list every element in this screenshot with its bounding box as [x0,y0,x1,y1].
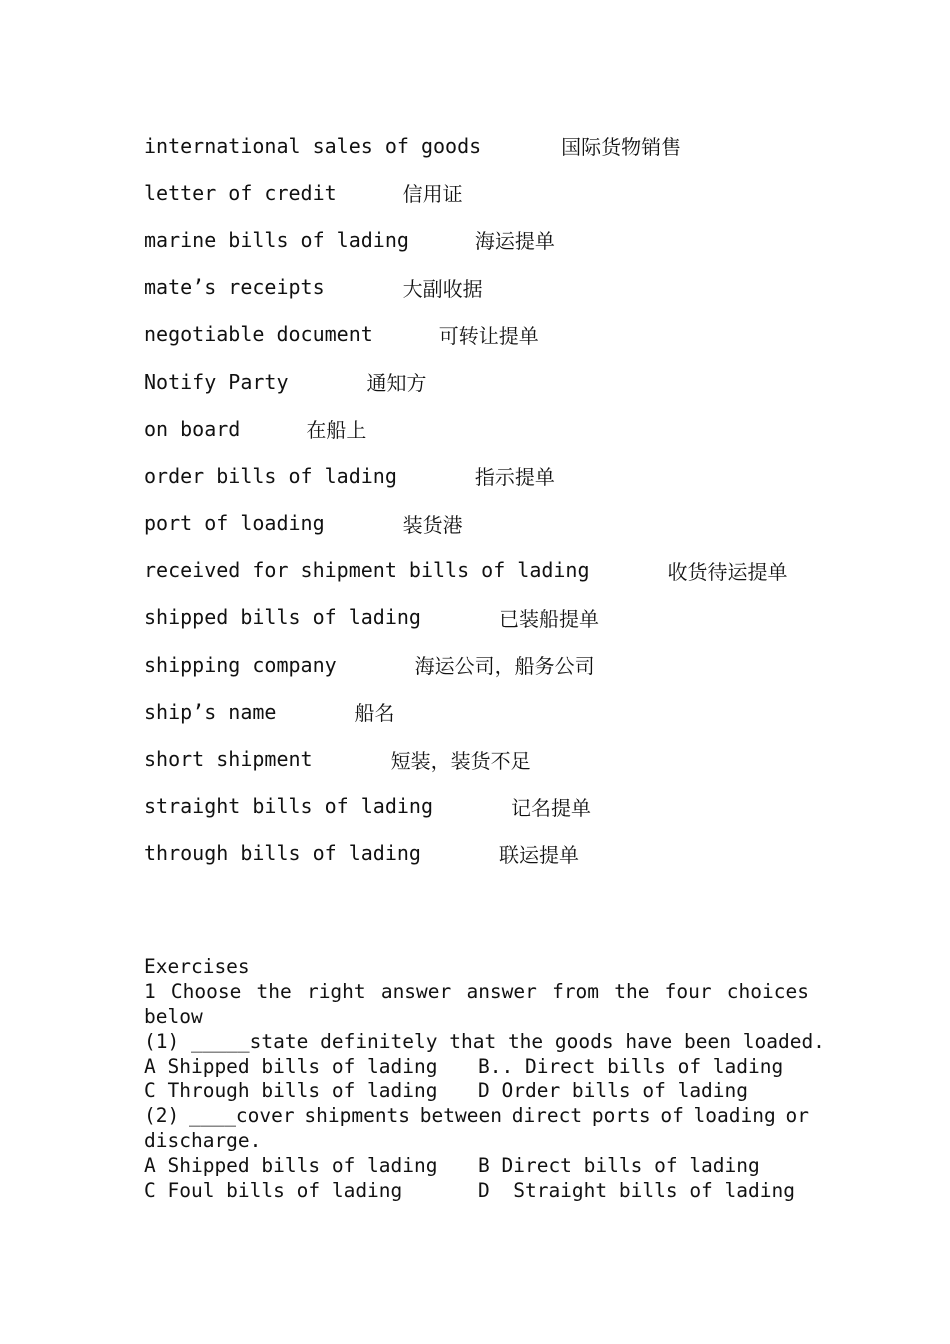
glossary-term-english: letter of credit [144,180,337,205]
glossary-entry [144,735,864,782]
glossary-entry [144,830,864,877]
glossary-term-chinese: 收货待运提单 [667,559,788,584]
glossary-term-english: port of loading [144,511,325,536]
instruction-word: the [256,979,292,1003]
question-1-choices-ab [144,1055,809,1080]
glossary-term-chinese: 装货港 [402,512,463,537]
glossary-term-english: marine bills of lading [144,227,409,252]
glossary-term-english: Notify Party [144,369,289,394]
question-1-choice-b: B.. Direct bills of lading [478,1054,784,1078]
question-2-choice-d: D Straight bills of lading [478,1179,795,1203]
glossary-entry [144,783,864,830]
question-1-choice-d: D Order bills of lading [478,1079,749,1103]
glossary-term-chinese: 记名提单 [510,795,591,820]
glossary-term-chinese: 海运提单 [474,229,555,254]
question-1-choices-cd [144,1079,809,1104]
question-2-word: loading [693,1104,776,1128]
glossary-term-english: through bills of lading [144,841,421,866]
instruction-word: right [306,979,366,1003]
glossary-term-chinese: 国际货物销售 [561,135,682,160]
glossary-term-chinese: 船名 [354,701,395,726]
glossary-term-chinese: 已装船提单 [498,606,599,631]
glossary-entry [144,311,864,358]
exercise-instruction [144,980,809,1005]
glossary-term-chinese: 信用证 [402,182,463,207]
question-2-stem-end: discharge. [144,1129,262,1153]
question-2-word: direct [511,1104,583,1128]
exercises-heading: Exercises [144,955,250,978]
instruction-word: 1 [144,979,156,1003]
instruction-word: from [552,979,600,1003]
glossary-term-english: on board [144,416,241,441]
question-2-stem [144,1104,809,1129]
instruction-word: answer [466,979,537,1003]
question-2-word: shipments [304,1104,411,1128]
exercises-section [144,955,825,1204]
glossary-term-english: order bills of lading [144,463,397,488]
glossary-entry [144,169,864,216]
glossary-term-chinese: 海运公司，船务公司 [414,654,595,679]
question-2-choices-ab [144,1154,809,1179]
glossary-entry [144,122,864,169]
glossary-term-chinese: 大副收据 [402,276,483,301]
instruction-word: Choose [170,979,242,1003]
glossary-entry [144,688,864,735]
exercise-instruction-end: below [144,1004,203,1028]
glossary-term-english: short shipment [144,747,313,772]
question-2-word: or [785,1104,809,1128]
question-2-word: between [419,1104,502,1128]
glossary-term-english: ship’s name [144,699,277,724]
instruction-word: choices [726,979,809,1003]
glossary-term-english: shipped bills of lading [144,605,421,630]
question-2-word: ports [591,1104,651,1128]
glossary-entry [144,358,864,405]
glossary-term-chinese: 可转让提单 [438,323,539,348]
glossary-term-chinese: 短装，装货不足 [390,748,531,773]
glossary-term-english: international sales of goods [144,133,482,158]
glossary-term-chinese: 在船上 [306,418,367,443]
instruction-word: four [664,979,712,1003]
question-2-choice-b: B Direct bills of lading [478,1154,760,1178]
glossary-term-english: received for shipment bills of lading [144,558,590,583]
glossary-entry [144,500,864,547]
glossary-entry [144,641,864,688]
glossary-term-english: mate’s receipts [144,275,325,300]
question-1-choice-c: C Through bills of lading [144,1079,438,1103]
question-1-stem: (1) _____state definitely that the goods have been loaded. [144,1029,825,1053]
glossary-term-english: straight bills of lading [144,794,433,819]
glossary-entry [144,547,864,594]
glossary-term-english: negotiable document [144,322,373,347]
glossary-list [144,122,864,877]
glossary-entry [144,594,864,641]
glossary-entry [144,452,864,499]
glossary-term-english: shipping company [144,652,337,677]
question-1-choice-a: A Shipped bills of lading [144,1054,438,1078]
glossary-entry [144,405,864,452]
question-2-choice-c: C Foul bills of lading [144,1179,403,1203]
instruction-word: answer [380,979,452,1003]
glossary-term-chinese: 指示提单 [474,465,555,490]
question-2-word: of [660,1104,684,1128]
glossary-term-chinese: 联运提单 [498,842,579,867]
question-2-choice-a: A Shipped bills of lading [144,1154,438,1178]
question-2-word: (2) [144,1104,180,1128]
glossary-entry [144,264,864,311]
question-2-word: ____cover [188,1104,295,1128]
glossary-entry [144,216,864,263]
instruction-word: the [614,979,650,1003]
question-2-choices-cd [144,1179,809,1204]
glossary-term-chinese: 通知方 [366,371,427,396]
